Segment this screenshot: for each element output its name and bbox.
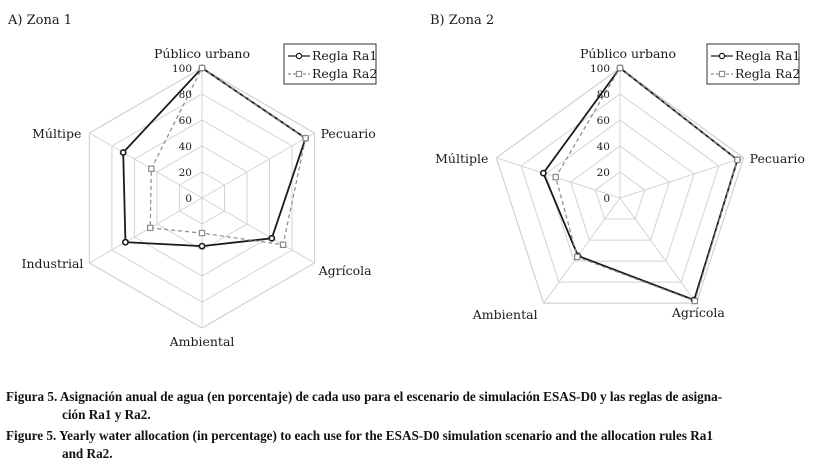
data-point-ra2 xyxy=(199,65,204,70)
caption-english xyxy=(6,427,824,463)
tick-label: 0 xyxy=(603,193,610,205)
data-point-ra2 xyxy=(617,65,622,70)
data-point-ra1 xyxy=(199,244,204,249)
legend-label: Regla Ra1 xyxy=(312,48,378,63)
radar-chart-1 xyxy=(7,13,377,349)
category-label: Agrícola xyxy=(671,305,725,321)
data-point-ra1 xyxy=(269,236,274,241)
caption-label-es: Figura 5. xyxy=(6,389,58,404)
grid-spoke xyxy=(620,158,744,198)
legend-label: Regla Ra2 xyxy=(735,66,801,81)
category-label: Ambiental xyxy=(472,307,538,323)
category-label: Público urbano xyxy=(153,46,251,61)
series-line-1 xyxy=(123,68,305,246)
grid-spoke xyxy=(89,198,202,263)
data-point-ra2 xyxy=(149,166,154,171)
caption-text-es-1: Asignación anual de agua (en porcentaje) de cada uso para el escenario de simulación ESAS-D0 y las reglas de asigna- xyxy=(59,389,723,404)
legend-label: Regla Ra1 xyxy=(735,48,801,63)
tick-label: 40 xyxy=(178,141,192,153)
chart-title: A) Zona 1 xyxy=(8,13,72,28)
series-line-2 xyxy=(556,68,738,301)
data-point-ra2 xyxy=(148,225,153,230)
tick-label: 100 xyxy=(171,63,192,75)
data-point-ra2 xyxy=(692,298,697,303)
tick-label: 60 xyxy=(178,115,192,127)
legend-marker xyxy=(296,53,301,58)
tick-label: 20 xyxy=(178,167,192,179)
data-point-ra2 xyxy=(199,231,204,236)
tick-label: 20 xyxy=(596,167,610,179)
legend-marker xyxy=(719,71,724,76)
data-point-ra2 xyxy=(575,254,580,259)
caption-label-en: Figure 5. xyxy=(6,428,57,443)
grid-spoke xyxy=(544,198,620,303)
category-label: Público urbano xyxy=(579,46,677,61)
caption-spanish xyxy=(6,388,824,424)
legend-marker xyxy=(296,71,301,76)
data-point-ra2 xyxy=(553,175,558,180)
data-point-ra2 xyxy=(303,136,308,141)
data-point-ra1 xyxy=(541,170,546,175)
tick-label: 60 xyxy=(596,115,610,127)
data-point-ra2 xyxy=(280,242,285,247)
category-label: Ambiental xyxy=(169,334,235,349)
category-label: Múltiple xyxy=(435,150,489,166)
tick-label: 80 xyxy=(178,89,192,101)
series-line-2 xyxy=(150,68,305,245)
category-label: Pecuario xyxy=(749,150,805,166)
data-point-ra1 xyxy=(121,150,126,155)
tick-label: 0 xyxy=(185,193,192,205)
caption-text-en-2: and Ra2. xyxy=(62,446,113,461)
legend-marker xyxy=(719,53,724,58)
data-point-ra1 xyxy=(123,240,128,245)
tick-label: 100 xyxy=(589,63,610,75)
category-label: Pecuario xyxy=(320,126,376,141)
category-label: Múltipe xyxy=(32,126,82,141)
legend-label: Regla Ra2 xyxy=(312,66,378,81)
chart-title: B) Zona 2 xyxy=(430,13,495,28)
tick-label: 80 xyxy=(596,89,610,101)
caption-text-en-1: Yearly water allocation (in percentage) to each use for the ESAS-D0 simulation scenario and the allocation rules Ra1 xyxy=(59,428,713,443)
grid-spoke xyxy=(202,198,315,263)
category-label: Agrícola xyxy=(318,263,372,278)
caption-text-es-2: ción Ra1 y Ra2. xyxy=(62,407,151,422)
tick-label: 40 xyxy=(596,141,610,153)
data-point-ra2 xyxy=(735,157,740,162)
grid-spoke xyxy=(620,198,696,303)
category-label: Industrial xyxy=(21,256,84,271)
radar-chart-2 xyxy=(430,13,805,322)
grid-spoke xyxy=(202,133,315,198)
